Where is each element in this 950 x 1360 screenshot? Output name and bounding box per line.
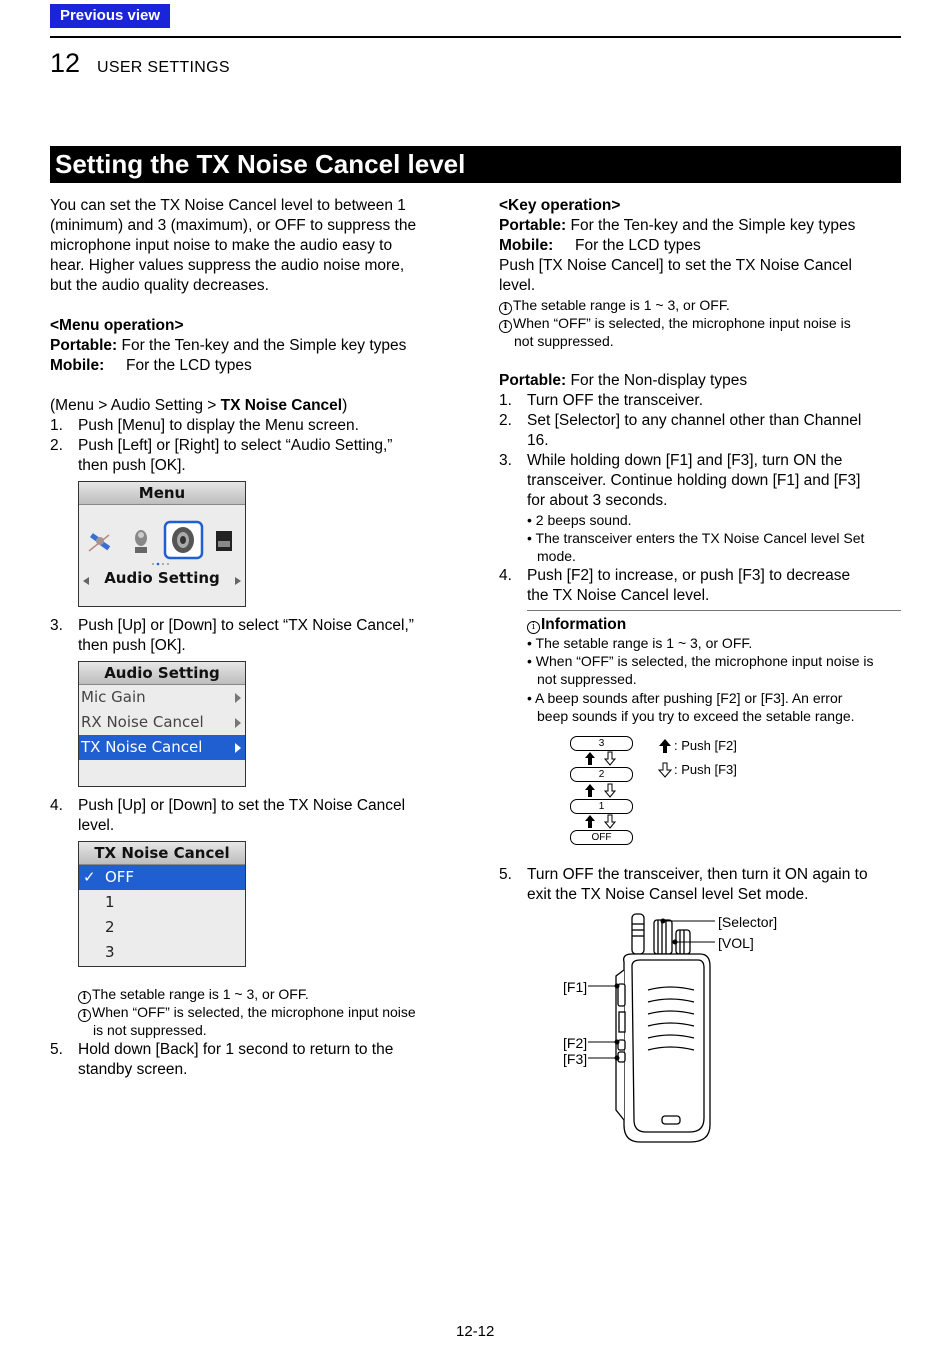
step-text: Turn OFF the transceiver, then turn it ON again to [527, 866, 868, 883]
note-text: The setable range is 1 ~ 3, or OFF. [513, 297, 730, 313]
page-number: 12-12 [456, 1323, 495, 1340]
bullet: • 2 beeps sound. [527, 512, 632, 528]
option-1 [79, 890, 245, 915]
menu-screen [78, 481, 246, 607]
option-2 [79, 915, 245, 940]
previous-view-button[interactable]: Previous view [50, 4, 170, 28]
option-label: 1 [105, 893, 115, 911]
intro-line: but the audio quality decreases. [50, 277, 269, 294]
key-op-text: Push [TX Noise Cancel] to set the TX Noise Cancel [499, 257, 852, 274]
sd-card-icon [216, 531, 232, 551]
note-text: When “OFF” is selected, the microphone input noise [92, 1004, 416, 1020]
menu-path [50, 396, 347, 416]
intro-line: You can set the TX Noise Cancel level to between 1 [50, 197, 406, 214]
menu-item-rx-noise-cancel [79, 710, 245, 735]
info-icon: i [527, 621, 540, 634]
chapter-number: 12 [50, 48, 81, 78]
nondisplay-portable-line [499, 371, 747, 391]
step-number: 3. [50, 617, 63, 634]
note [78, 985, 309, 1004]
note-text: The setable range is 1 ~ 3, or OFF. [92, 986, 309, 1002]
step-text: 16. [527, 432, 549, 449]
level-box: 3 [570, 736, 633, 751]
step-number: 3. [499, 452, 512, 469]
down-arrow-icon [605, 784, 615, 797]
label-selector: [Selector] [718, 914, 778, 930]
option-3 [79, 940, 245, 965]
note [499, 296, 730, 315]
up-arrow-icon [585, 815, 595, 828]
menu-selected-label: Audio Setting [104, 569, 220, 587]
key-mobile-line [499, 236, 701, 256]
step-text: Push [Menu] to display the Menu screen. [78, 417, 359, 434]
bullet: • The transceiver enters the TX Noise Cancel level Set [527, 530, 865, 546]
legend-down: : Push [F3] [674, 762, 737, 777]
level-arrows [583, 750, 623, 860]
step-text: Push [F2] to increase, or push [F3] to decrease [527, 567, 851, 584]
step-text: Set [Selector] to any channel other than Channel [527, 412, 862, 429]
chevron-right-icon [235, 693, 241, 703]
step-number: 2. [50, 437, 63, 454]
note [499, 314, 851, 333]
option-label: OFF [105, 868, 135, 886]
speaker-icon [165, 522, 202, 558]
option-label: 3 [105, 943, 115, 961]
down-arrow-icon [658, 762, 674, 778]
info-icon: i [78, 991, 91, 1004]
intro-line: (minimum) and 3 (maximum), or OFF to suppress the [50, 217, 417, 234]
option-label: 2 [105, 918, 115, 936]
key-portable-line [499, 216, 855, 236]
microphone-icon [135, 530, 147, 553]
label-f2: [F2] [563, 1035, 588, 1051]
step-text: While holding down [F1] and [F3], turn ON the [527, 452, 843, 469]
level-box: 1 [570, 799, 633, 814]
step-text: Push [Left] or [Right] to select “Audio Setting,” [78, 437, 393, 454]
note-text: is not suppressed. [93, 1022, 207, 1038]
label-vol: [VOL] [718, 935, 754, 951]
page-dots [152, 563, 169, 566]
check-icon: ✓ [83, 868, 96, 886]
callout-lines [585, 912, 715, 1092]
up-arrow-icon [585, 752, 595, 765]
mobile-label: Mobile: [50, 357, 105, 374]
key-operation-heading: <Key operation> [499, 197, 621, 214]
portable-text: For the Ten-key and the Simple key types [117, 337, 407, 354]
menu-item-mic-gain [79, 685, 245, 710]
chevron-right-icon [235, 718, 241, 728]
menu-path-prefix: (Menu > Audio Setting > [50, 397, 221, 414]
note [78, 1003, 416, 1022]
step-text: the TX Noise Cancel level. [527, 587, 710, 604]
step-number: 4. [499, 567, 512, 584]
chevron-right-icon [235, 743, 241, 753]
header-rule [50, 36, 901, 38]
step-text: then push [OK]. [78, 637, 186, 654]
step-text: level. [78, 817, 115, 834]
menu-operation-heading: <Menu operation> [50, 317, 184, 334]
mobile-text: For the LCD types [126, 357, 252, 374]
gps-satellite-icon [89, 533, 110, 551]
key-op-text: level. [499, 277, 536, 294]
portable-label: Portable: [50, 337, 118, 354]
step-number: 2. [499, 412, 512, 429]
up-arrow-icon [585, 784, 595, 797]
intro-line: microphone input noise to make the audio easy to [50, 237, 393, 254]
bullet: beep sounds if you try to exceed the setable range. [537, 708, 855, 724]
info-icon: i [499, 320, 512, 333]
logo-plate [662, 1116, 680, 1124]
note-text: When “OFF” is selected, the microphone input noise is [513, 315, 851, 331]
bullet: • When “OFF” is selected, the microphone input noise is [527, 653, 874, 669]
tx-noise-cancel-screen [78, 841, 246, 967]
step-number: 4. [50, 797, 63, 814]
info-divider [527, 610, 901, 611]
audio-setting-title: Audio Setting [79, 662, 245, 685]
step-text: Push [Up] or [Down] to select “TX Noise Cancel,” [78, 617, 414, 634]
level-box: 2 [570, 767, 633, 782]
label-f3: [F3] [563, 1051, 588, 1067]
menu-path-suffix: ) [342, 397, 348, 414]
step-text: transceiver. Continue holding down [F1] and [F3] [527, 472, 861, 489]
bullet: • The setable range is 1 ~ 3, or OFF. [527, 635, 753, 651]
intro-line: hear. Higher values suppress the audio noise more, [50, 257, 405, 274]
step-number: 5. [499, 866, 512, 883]
option-off [79, 865, 245, 890]
tx-noise-cancel-title: TX Noise Cancel [79, 842, 245, 865]
menu-path-item: TX Noise Cancel [220, 397, 343, 414]
bullet: not suppressed. [537, 671, 637, 687]
level-box: OFF [570, 830, 633, 845]
information-heading-text: Information [541, 616, 627, 633]
menu-item-label: TX Noise Cancel [81, 738, 203, 756]
step-text: exit the TX Noise Cansel level Set mode. [527, 886, 809, 903]
mobile-text: For the LCD types [575, 237, 701, 254]
note-text: not suppressed. [514, 333, 614, 349]
step-text: Turn OFF the transceiver. [527, 392, 704, 409]
step-number: 1. [50, 417, 63, 434]
step-text: standby screen. [78, 1061, 188, 1078]
step-number: 1. [499, 392, 512, 409]
menu-item-label: Mic Gain [81, 688, 146, 706]
portable-label: Portable: [499, 372, 567, 389]
portable-text: For the Ten-key and the Simple key types [566, 217, 856, 234]
chapter-title: USER SETTINGS [97, 59, 230, 76]
audio-setting-screen [78, 661, 246, 787]
menu-item-tx-noise-cancel [79, 735, 245, 760]
portable-text: For the Non-display types [566, 372, 748, 389]
label-f1: [F1] [563, 979, 588, 995]
section-title: Setting the TX Noise Cancel level [50, 146, 901, 183]
step-text: Push [Up] or [Down] to set the TX Noise Cancel [78, 797, 406, 814]
bullet: • A beep sounds after pushing [F2] or [F3]. An error [527, 690, 843, 706]
menu-item-label: RX Noise Cancel [81, 713, 204, 731]
step-text: Hold down [Back] for 1 second to return to the [78, 1041, 394, 1058]
step-text: then push [OK]. [78, 457, 186, 474]
step-text: for about 3 seconds. [527, 492, 668, 509]
down-arrow-icon [605, 752, 615, 765]
info-icon: i [78, 1009, 91, 1022]
menu-portable-line [50, 336, 406, 356]
portable-label: Portable: [499, 217, 567, 234]
info-icon: i [499, 302, 512, 315]
down-arrow-icon [605, 815, 615, 828]
bullet: mode. [537, 548, 576, 564]
legend-up: : Push [F2] [674, 738, 737, 753]
menu-icons [79, 505, 245, 605]
mobile-label: Mobile: [499, 237, 554, 254]
menu-mobile-line [50, 356, 252, 376]
information-heading [527, 615, 626, 635]
step-number: 5. [50, 1041, 63, 1058]
menu-screen-title: Menu [79, 482, 245, 505]
up-arrow-icon [658, 738, 674, 754]
